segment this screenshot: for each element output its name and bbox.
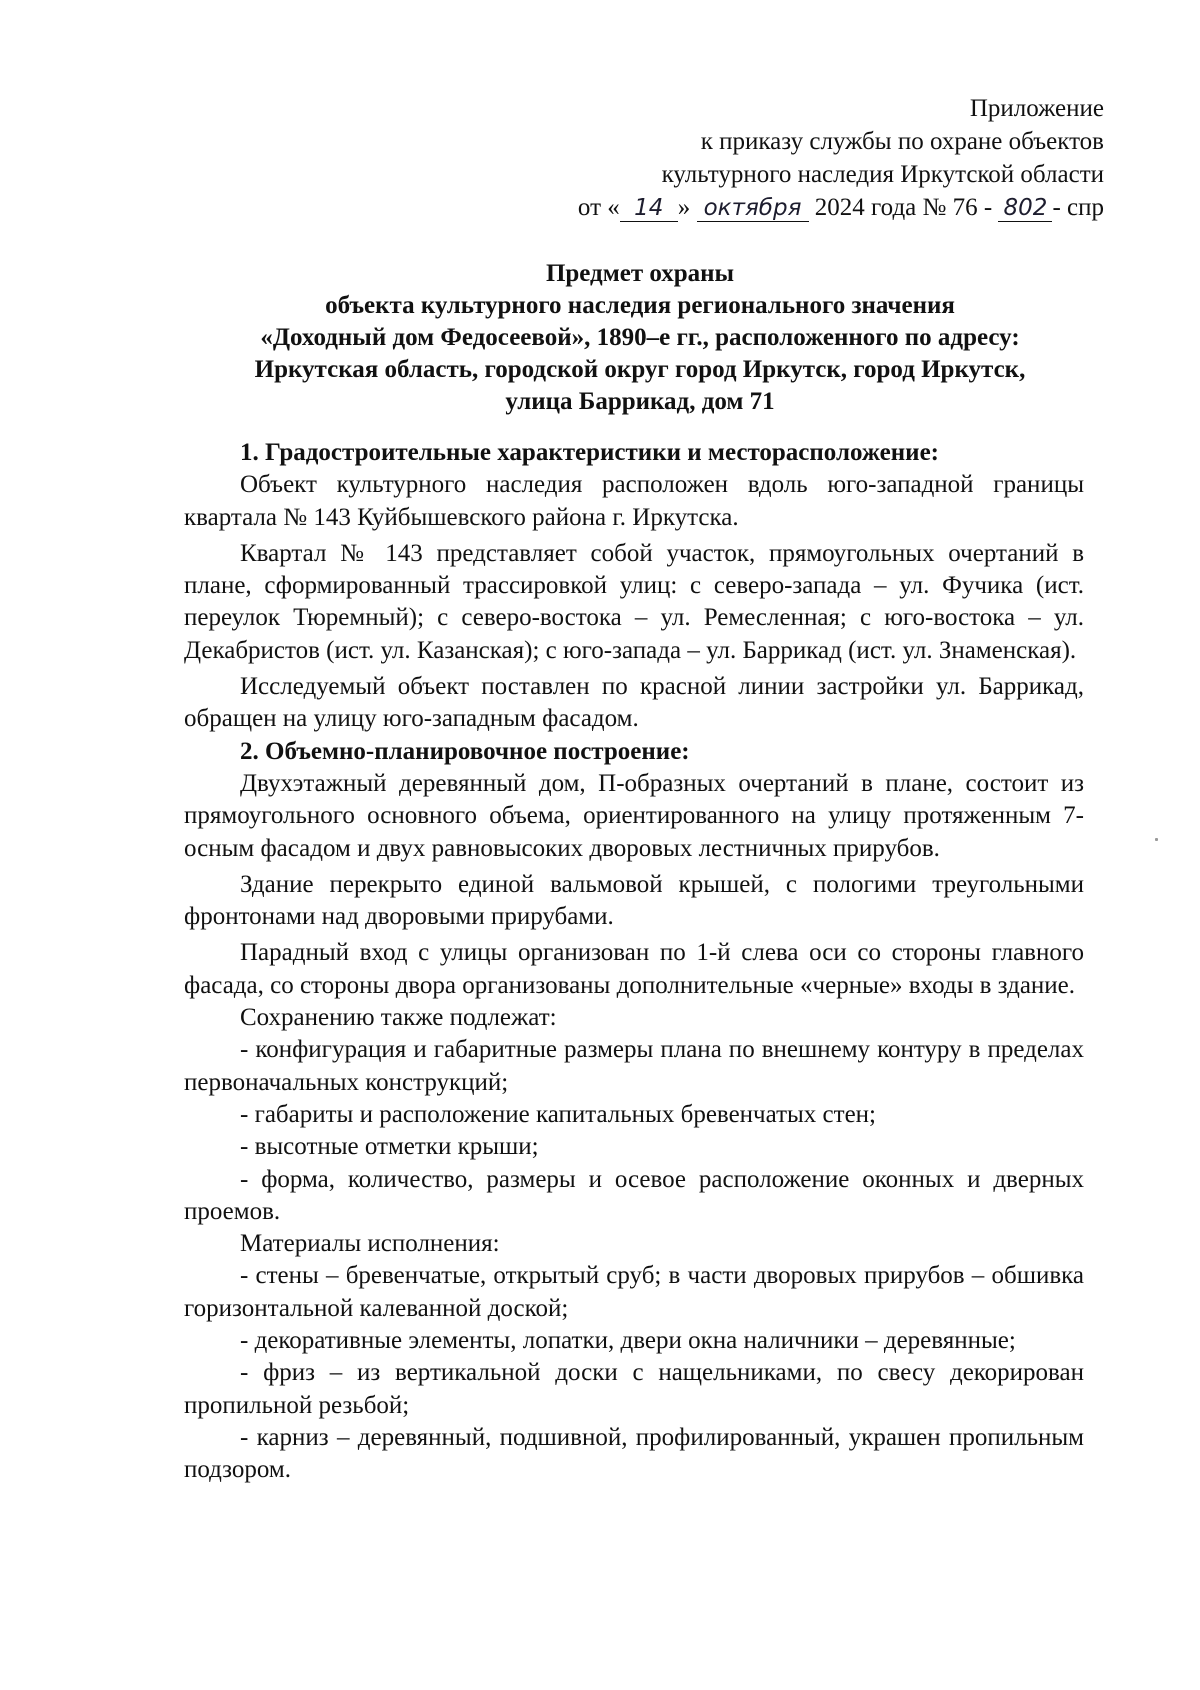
appendix-header	[404, 92, 1104, 224]
list-item: - конфигурация и габаритные размеры плана по внешнему контуру в пределах первоначальных конструкций;	[184, 1036, 1084, 1096]
order-reference: к приказу службы по охране объектов	[700, 128, 1104, 155]
month-field	[697, 195, 809, 222]
title-line-3: «Доходный дом Федосеевой», 1890–е гг., расположенного по адресу:	[260, 324, 1020, 351]
preserved-elements-intro: Сохранению также подлежат:	[240, 1004, 557, 1032]
number-field	[998, 195, 1052, 222]
document-body	[184, 437, 1084, 1487]
section-1-paragraph: Объект культурного наследия расположен вдоль юго-западной границы квартала № 143 Куйбышевского района г. Иркутска.	[184, 471, 1084, 531]
section-2-paragraph: Парадный вход с улицы организован по 1-й слева оси со стороны главного фасада, со стороны двора организованы дополнительные «черные» входы в здание.	[184, 939, 1084, 999]
handwritten-month: октября	[703, 195, 802, 221]
materials-list	[184, 1260, 1084, 1486]
list-item: - габариты и расположение капитальных бревенчатых стен;	[240, 1100, 876, 1128]
title-line-1: Предмет охраны	[545, 260, 735, 287]
section-1-paragraph: Квартал № 143 представляет собой участок, прямоугольных очертаний в плане, сформированный трассировкой улиц: с северо-запада – ул. Фучика (ист. переулок Тюремный); с северо-востока – ул. Ремесленная; с юго-востока – ул. Декабристов (ист. ул. Казанская); с юго-запада – ул. Баррикад (ист. ул. Знаменская).	[184, 539, 1084, 664]
section-2-paragraph: Здание перекрыто единой вальмовой крышей, с пологими треугольными фронтонами над дворовыми прирубами.	[184, 870, 1084, 931]
preserved-elements-list	[184, 1034, 1084, 1228]
list-item: - форма, количество, размеры и осевое расположение оконных и дверных проемов.	[184, 1165, 1084, 1225]
list-item: - декоративные элементы, лопатки, двери окна наличники – деревянные;	[240, 1327, 1016, 1355]
order-date-line: от « 14 » октября 2024 года № 76 - 802 - спр	[577, 194, 1104, 221]
list-item: - карниз – деревянный, подшивной, профилированный, украшен пропильным подзором.	[184, 1423, 1084, 1484]
document-title	[176, 258, 1104, 418]
list-item: - фриз – из вертикальной доски с нащельниками, по свесу декорирован пропильной резьбой;	[184, 1359, 1084, 1419]
day-field	[620, 195, 678, 222]
list-item: - высотные отметки крыши;	[240, 1133, 539, 1161]
title-line-2: объекта культурного наследия регионального значения	[325, 292, 955, 319]
section-2-heading: 2. Объемно-планировочное построение:	[240, 737, 690, 765]
appendix-title: Приложение	[969, 95, 1104, 122]
issuing-authority: культурного наследия Иркутской области	[661, 161, 1104, 188]
scan-mark	[1155, 838, 1158, 841]
title-line-4: Иркутская область, городской округ город Иркутск, город Иркутск,	[254, 356, 1026, 383]
section-1-paragraph: Исследуемый объект поставлен по красной линии застройки ул. Баррикад, обращен на улицу юго-западным фасадом.	[184, 673, 1084, 733]
title-line-5: улица Баррикад, дом 71	[505, 388, 775, 415]
section-1-heading: 1. Градостроительные характеристики и месторасположение:	[240, 439, 939, 466]
list-item: - стены – бревенчатые, открытый сруб; в части дворовых прирубов – обшивка горизонтальной калеванной доской;	[184, 1262, 1084, 1322]
handwritten-number: 802	[1003, 195, 1048, 221]
handwritten-day: 14	[634, 195, 664, 221]
materials-intro: Материалы исполнения:	[240, 1230, 500, 1258]
section-2-paragraph: Двухэтажный деревянный дом, П-образных очертаний в плане, состоит из прямоугольного основного объема, ориентированного на улицу протяженным 7-осным фасадом и двух равновысоких дворовых лестничных прирубов.	[184, 769, 1084, 862]
